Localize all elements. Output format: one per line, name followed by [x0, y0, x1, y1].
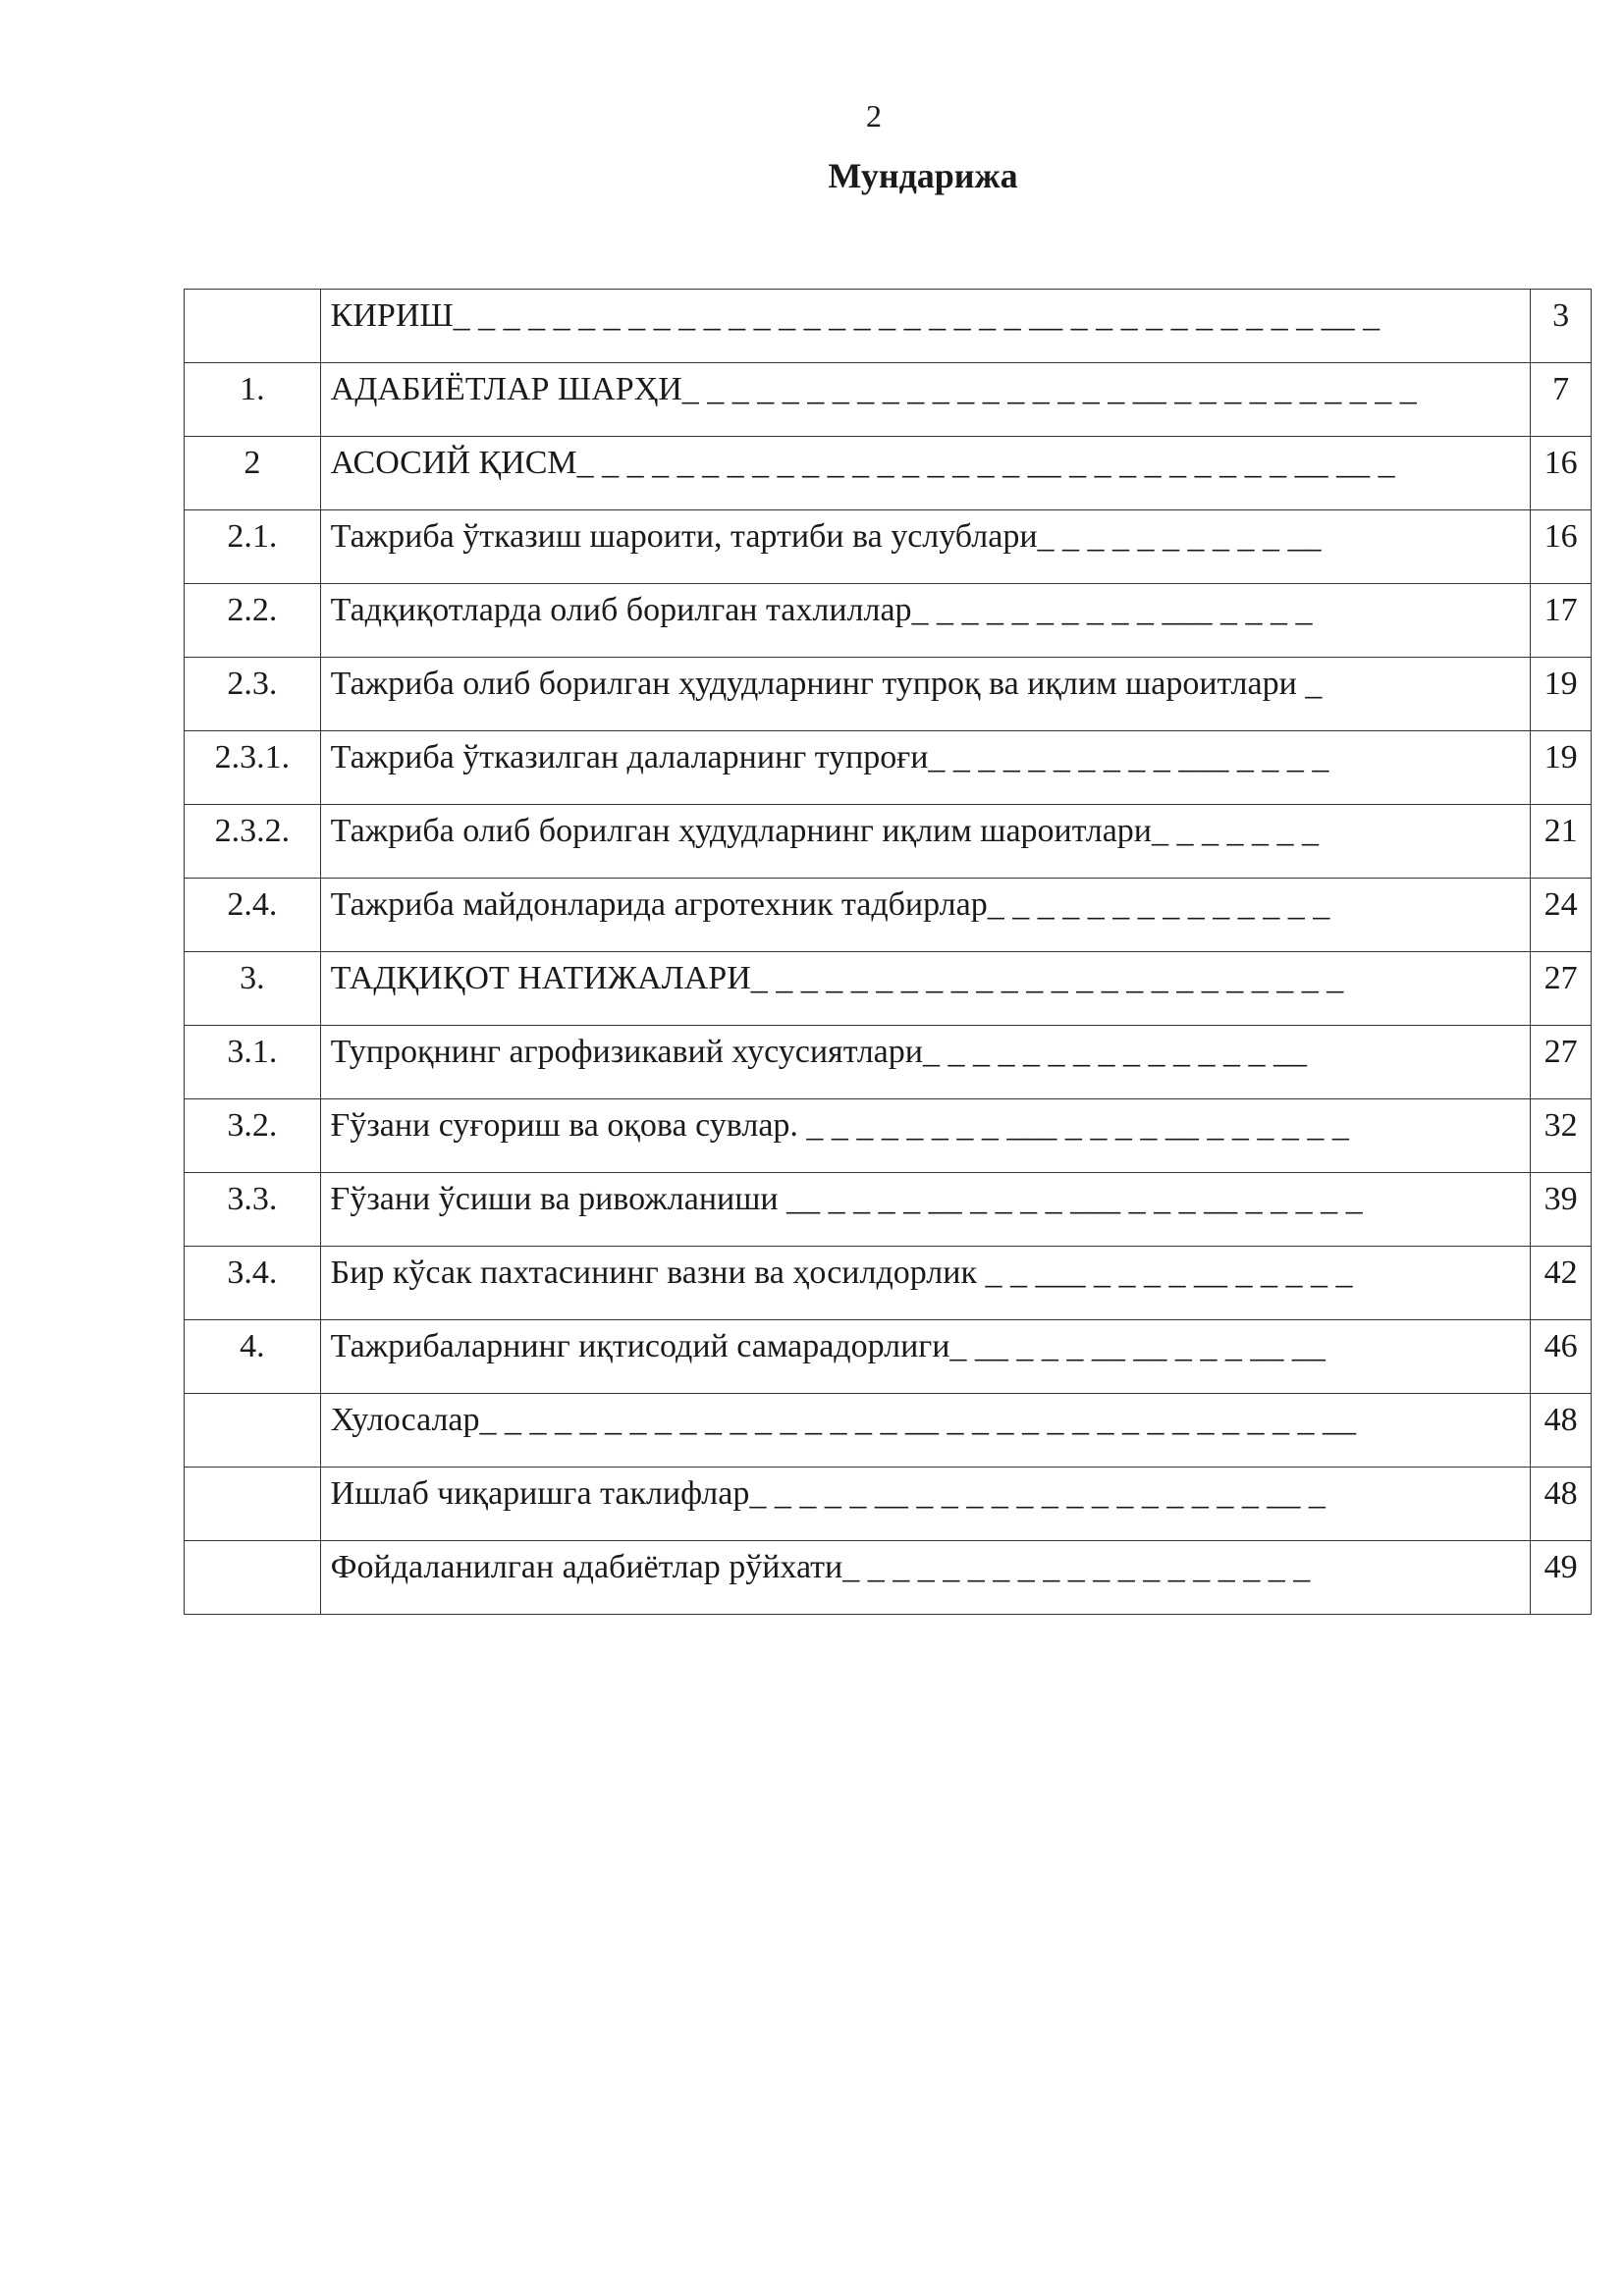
toc-section-title[interactable]: АДАБИЁТЛАР ШАРҲИ_ _ _ _ _ _ _ _ _ _ _ _ _ _ _ _ _ _ __ _ _ _ _ _ _ _ _ _ _: [320, 363, 1531, 437]
toc-section-number: 2: [185, 437, 321, 510]
toc-section-number: 2.3.1.: [185, 731, 321, 805]
toc-page-number: 48: [1531, 1468, 1592, 1541]
toc-row: [185, 658, 1592, 731]
toc-section-title[interactable]: Тажриба ўтказиш шароити, тартиби ва услублари_ _ _ _ _ _ _ _ _ _ __: [320, 510, 1531, 584]
page-number: 2: [866, 98, 882, 133]
toc-section-number: 4.: [185, 1320, 321, 1394]
toc-section-number: 3.: [185, 952, 321, 1026]
toc-row: [185, 1320, 1592, 1394]
toc-row: [185, 1394, 1592, 1468]
toc-row: [185, 437, 1592, 510]
toc-section-title[interactable]: Тажриба майдонларида агротехник тадбирлар_ _ _ _ _ _ _ _ _ _ _ _ _ _: [320, 879, 1531, 952]
toc-section-title[interactable]: Фойдаланилган адабиётлар рўйхати_ _ _ _ _ _ _ _ _ _ _ _ _ _ _ _ _ _ _: [320, 1541, 1531, 1615]
toc-section-title[interactable]: Ғўзани ўсиши ва ривожланиши __ _ _ _ _ __ _ _ _ _ ___ _ _ _ __ _ _ _ _ _: [320, 1173, 1531, 1247]
toc-section-title[interactable]: Хулосалар_ _ _ _ _ _ _ _ _ _ _ _ _ _ _ _ _ __ _ _ _ _ _ _ _ _ _ _ _ _ _ _ _ __: [320, 1394, 1531, 1468]
toc-page-number: 48: [1531, 1394, 1592, 1468]
toc-section-number: 3.2.: [185, 1099, 321, 1173]
toc-page-number: 3: [1531, 290, 1592, 363]
toc-page-number: 19: [1531, 658, 1592, 731]
toc-section-number: 2.3.: [185, 658, 321, 731]
toc-page-number: 24: [1531, 879, 1592, 952]
toc-row: [185, 1468, 1592, 1541]
toc-row: [185, 879, 1592, 952]
toc-page-number: 7: [1531, 363, 1592, 437]
toc-section-number: [185, 1541, 321, 1615]
toc-section-number: [185, 1468, 321, 1541]
toc-section-title[interactable]: Тажриба олиб борилган ҳудудларнинг иқлим шароитлари_ _ _ _ _ _ _: [320, 805, 1531, 879]
toc-section-title[interactable]: Тажриба олиб борилган ҳудудларнинг тупроқ ва иқлим шароитлари _: [320, 658, 1531, 731]
toc-page-number: 27: [1531, 1026, 1592, 1099]
table-of-contents: [184, 289, 1592, 1615]
toc-section-number: 3.1.: [185, 1026, 321, 1099]
toc-row: [185, 363, 1592, 437]
toc-section-number: 3.4.: [185, 1247, 321, 1320]
toc-page-number: 39: [1531, 1173, 1592, 1247]
toc-section-number: 1.: [185, 363, 321, 437]
toc-page-number: 16: [1531, 510, 1592, 584]
page-title: Мундарижа: [828, 156, 1018, 195]
toc-row: [185, 1247, 1592, 1320]
toc-page-number: 16: [1531, 437, 1592, 510]
toc-body: [185, 290, 1592, 1615]
toc-row: [185, 510, 1592, 584]
toc-page-number: 27: [1531, 952, 1592, 1026]
toc-row: [185, 731, 1592, 805]
toc-section-title[interactable]: Ғўзани суғориш ва оқова сувлар. _ _ _ _ _ _ _ _ ___ _ _ _ _ __ _ _ _ _ _ _: [320, 1099, 1531, 1173]
toc-section-title[interactable]: АСОСИЙ ҚИСМ_ _ _ _ _ _ _ _ _ _ _ _ _ _ _ _ _ _ __ _ _ _ _ _ _ _ _ _ __ __ _: [320, 437, 1531, 510]
toc-row: [185, 1026, 1592, 1099]
toc-page-number: 21: [1531, 805, 1592, 879]
toc-section-title[interactable]: Бир кўсак пахтасининг вазни ва ҳосилдорлик _ _ ___ _ _ _ _ __ _ _ _ _ _: [320, 1247, 1531, 1320]
toc-row: [185, 1541, 1592, 1615]
toc-section-number: 3.3.: [185, 1173, 321, 1247]
toc-section-title[interactable]: Тупроқнинг агрофизикавий хусусиятлари_ _ _ _ _ _ _ _ _ _ _ _ _ _ __: [320, 1026, 1531, 1099]
toc-row: [185, 290, 1592, 363]
toc-section-number: [185, 1394, 321, 1468]
toc-section-number: [185, 290, 321, 363]
toc-row: [185, 805, 1592, 879]
toc-page-number: 46: [1531, 1320, 1592, 1394]
toc-section-number: 2.2.: [185, 584, 321, 658]
toc-section-title[interactable]: Тажрибаларнинг иқтисодий самарадорлиги_ __ _ _ _ __ __ _ _ _ __ __: [320, 1320, 1531, 1394]
toc-section-number: 2.3.2.: [185, 805, 321, 879]
toc-section-number: 2.4.: [185, 879, 321, 952]
toc-row: [185, 1173, 1592, 1247]
toc-row: [185, 1099, 1592, 1173]
toc-page-number: 42: [1531, 1247, 1592, 1320]
toc-section-title[interactable]: КИРИШ_ _ _ _ _ _ _ _ _ _ _ _ _ _ _ _ _ _ _ _ _ _ _ __ _ _ _ _ _ _ _ _ _ _ __ _: [320, 290, 1531, 363]
toc-section-title[interactable]: Тажриба ўтказилган далаларнинг тупроғи_ _ _ _ _ _ _ _ _ _ ___ _ _ _ _: [320, 731, 1531, 805]
toc-section-number: 2.1.: [185, 510, 321, 584]
toc-page-number: 17: [1531, 584, 1592, 658]
toc-page-number: 49: [1531, 1541, 1592, 1615]
toc-page-number: 19: [1531, 731, 1592, 805]
toc-page-number: 32: [1531, 1099, 1592, 1173]
toc-section-title[interactable]: Ишлаб чиқаришга таклифлар_ _ _ _ _ __ _ _ _ _ _ _ _ _ _ _ _ _ _ _ __ _: [320, 1468, 1531, 1541]
toc-section-title[interactable]: Тадқиқотларда олиб борилган тахлиллар_ _ _ _ _ _ _ _ _ _ ___ _ _ _ _: [320, 584, 1531, 658]
toc-row: [185, 952, 1592, 1026]
toc-row: [185, 584, 1592, 658]
toc-section-title[interactable]: ТАДҚИҚОТ НАТИЖАЛАРИ_ _ _ _ _ _ _ _ _ _ _ _ _ _ _ _ _ _ _ _ _ _ _ _: [320, 952, 1531, 1026]
